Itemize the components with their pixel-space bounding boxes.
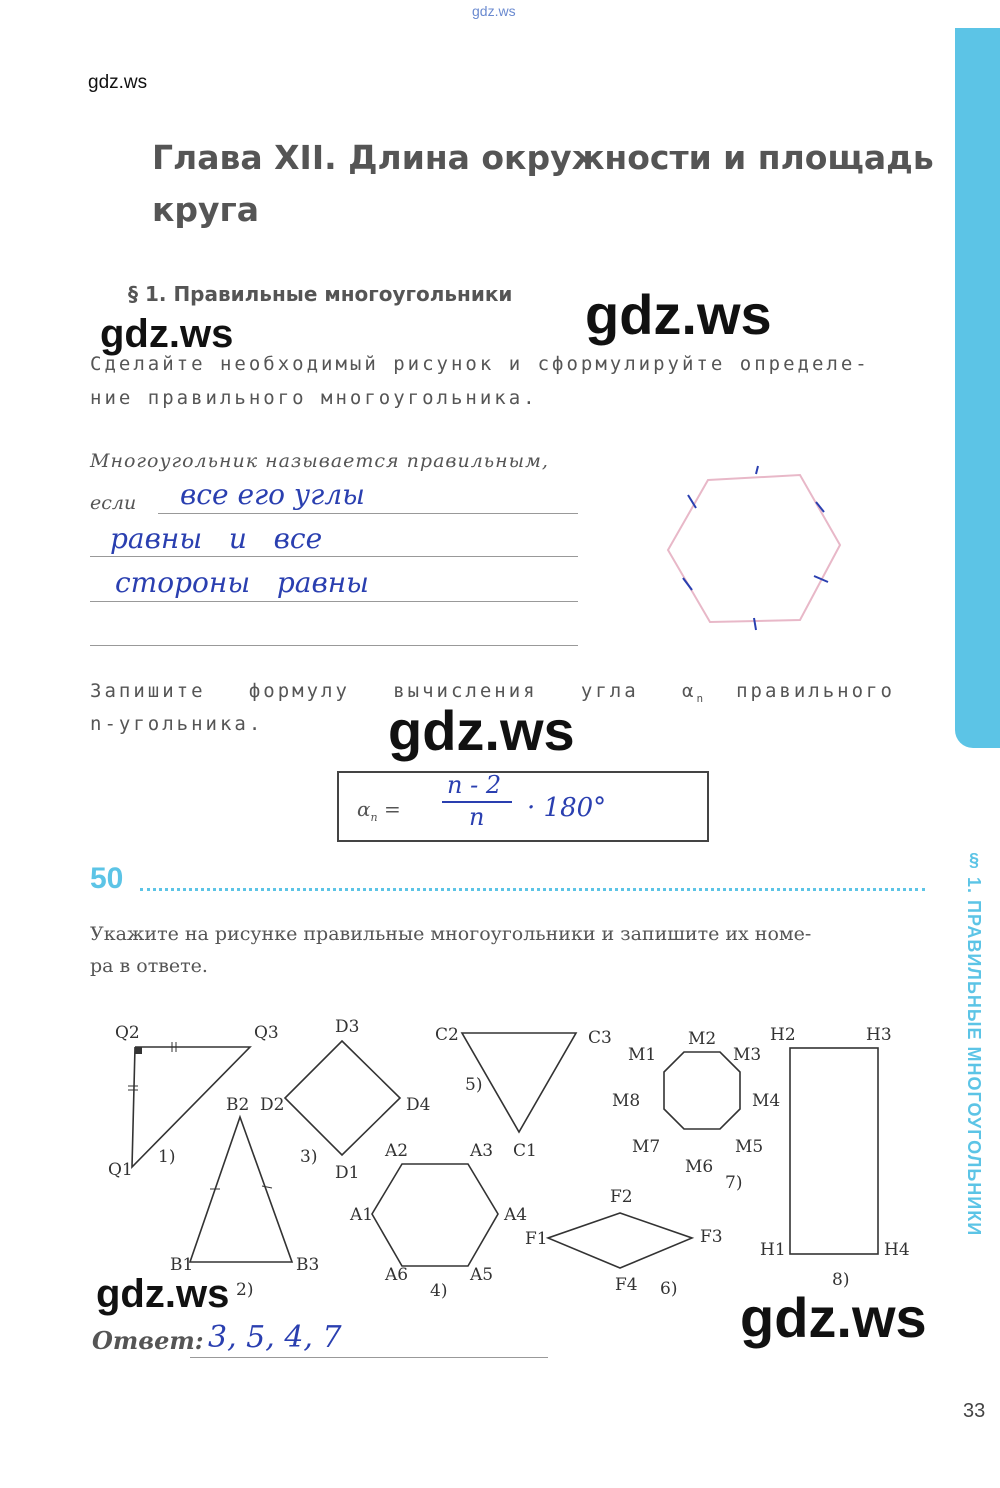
- answer-label: Ответ:: [92, 1326, 204, 1355]
- answer-line-1: [158, 513, 578, 514]
- exercise-number: 50: [90, 862, 124, 895]
- label-a4: A4: [504, 1205, 528, 1225]
- label-a2: A2: [385, 1141, 409, 1161]
- watermark-middle: gdz.ws: [388, 699, 575, 762]
- label-h3: H3: [866, 1025, 892, 1045]
- chapter-title-line2: круга: [152, 190, 260, 229]
- figure-5-equilateral-triangle: [435, 1025, 612, 1161]
- label-m1: M1: [628, 1045, 657, 1065]
- label-f3: F3: [700, 1227, 723, 1247]
- chapter-title-line1: Глава XII. Длина окружности и площадь: [152, 138, 934, 177]
- label-h2: H2: [770, 1025, 796, 1045]
- figures-diagram: [100, 1010, 920, 1310]
- label-q2: Q2: [115, 1023, 140, 1043]
- watermark-section-right: gdz.ws: [585, 283, 772, 346]
- figure-3-number: 3): [300, 1147, 318, 1167]
- label-m2: M2: [688, 1029, 717, 1049]
- figure-2-number: 2): [236, 1280, 254, 1300]
- exercise-dotted-rule: [140, 888, 925, 891]
- label-f4: F4: [615, 1275, 638, 1295]
- handwritten-answer-2: равны и все: [110, 522, 323, 555]
- hexagon-sketch: [650, 450, 860, 640]
- answer-line-4: [90, 645, 578, 646]
- figure-1-number: 1): [158, 1147, 176, 1167]
- section-heading: § 1. Правильные многоугольники: [128, 282, 513, 306]
- definition-if: если: [90, 492, 137, 514]
- label-h1: H1: [760, 1240, 786, 1260]
- formula-lhs: [357, 797, 401, 824]
- label-b1: B1: [170, 1255, 194, 1275]
- exercise-text-line2: ра в ответе.: [90, 955, 208, 977]
- figure-8-rectangle: [760, 1025, 910, 1290]
- answer-line-2: [90, 556, 578, 557]
- label-f1: F1: [525, 1229, 548, 1249]
- label-c1: C1: [513, 1141, 537, 1161]
- handwritten-answer-3: стороны равны: [115, 566, 369, 599]
- handwritten-final-answer: 3, 5, 4, 7: [208, 1320, 342, 1355]
- watermark-bottom-left: gdz.ws: [96, 1272, 230, 1316]
- answer-line-3: [90, 601, 578, 602]
- formula-multiplier: · 180°: [527, 793, 607, 823]
- task1-text-line1: Сделайте необходимый рисунок и сформулируйте определе-: [90, 353, 870, 375]
- exercise-text-line1: Укажите на рисунке правильные многоугольники и запишите их номе-: [90, 923, 812, 945]
- section-side-label: § 1. ПРАВИЛЬНЫЕ МНОГОУГОЛЬНИКИ: [964, 850, 984, 1237]
- label-m3: M3: [733, 1045, 762, 1065]
- label-m8: M8: [612, 1091, 641, 1111]
- figure-7-octagon: [612, 1029, 780, 1193]
- task2-text-end: правильного: [736, 680, 895, 702]
- formula-numerator: n - 2: [447, 771, 502, 799]
- section-tab: [955, 28, 1000, 748]
- task1-text-line2: ние правильного многоугольника.: [90, 387, 538, 409]
- watermark-section-left: gdz.ws: [100, 312, 234, 356]
- formula-denominator: n: [469, 803, 485, 831]
- figure-1-right-triangle: [108, 1023, 279, 1180]
- label-q3: Q3: [254, 1023, 279, 1043]
- label-b3: B3: [296, 1255, 320, 1275]
- answer-underline: [190, 1357, 548, 1358]
- formula-equals: =: [383, 797, 401, 821]
- label-b2: B2: [226, 1095, 250, 1115]
- figure-8-number: 8): [832, 1270, 850, 1290]
- formula-alpha: α: [357, 797, 371, 821]
- handwritten-answer-1: все его углы: [180, 478, 365, 511]
- label-q1: Q1: [108, 1160, 133, 1180]
- label-a5: A5: [470, 1265, 494, 1285]
- label-h4: H4: [884, 1240, 910, 1260]
- watermark-top-left: gdz.ws: [88, 72, 148, 93]
- label-c2: C2: [435, 1025, 459, 1045]
- figure-7-number: 7): [725, 1173, 743, 1193]
- figure-6-number: 6): [660, 1279, 678, 1299]
- figure-2-isosceles-triangle: [170, 1095, 319, 1300]
- label-d1: D1: [335, 1163, 360, 1183]
- label-d2: D2: [260, 1095, 285, 1115]
- label-d3: D3: [335, 1017, 360, 1037]
- label-c3: C3: [588, 1028, 612, 1048]
- figure-5-number: 5): [465, 1075, 483, 1095]
- label-a3: A3: [470, 1141, 494, 1161]
- label-a6: A6: [385, 1265, 409, 1285]
- label-m5: M5: [735, 1137, 764, 1157]
- figure-4-hexagon: [349, 1141, 527, 1301]
- watermark-top-small: gdz.ws: [472, 3, 516, 19]
- watermark-bottom-right: gdz.ws: [740, 1286, 927, 1349]
- label-f2: F2: [610, 1187, 633, 1207]
- task2-text-start: Запишите формулу вычисления угла α: [90, 680, 697, 702]
- label-m6: M6: [685, 1157, 714, 1177]
- task2-alpha-sub: n: [696, 691, 707, 705]
- label-d4: D4: [406, 1095, 431, 1115]
- label-m7: M7: [632, 1137, 661, 1157]
- formula-alpha-sub: n: [370, 811, 378, 824]
- label-a1: A1: [350, 1205, 374, 1225]
- figure-6-rhombus: [525, 1187, 723, 1299]
- formula-box: [337, 771, 709, 842]
- definition-prompt: Многоугольник называется правильным,: [90, 450, 549, 472]
- chapter-title: [152, 132, 934, 236]
- label-m4: M4: [752, 1091, 781, 1111]
- figure-4-number: 4): [430, 1281, 448, 1301]
- page-number: 33: [963, 1400, 986, 1422]
- task2-text-line2: n-угольника.: [90, 713, 264, 735]
